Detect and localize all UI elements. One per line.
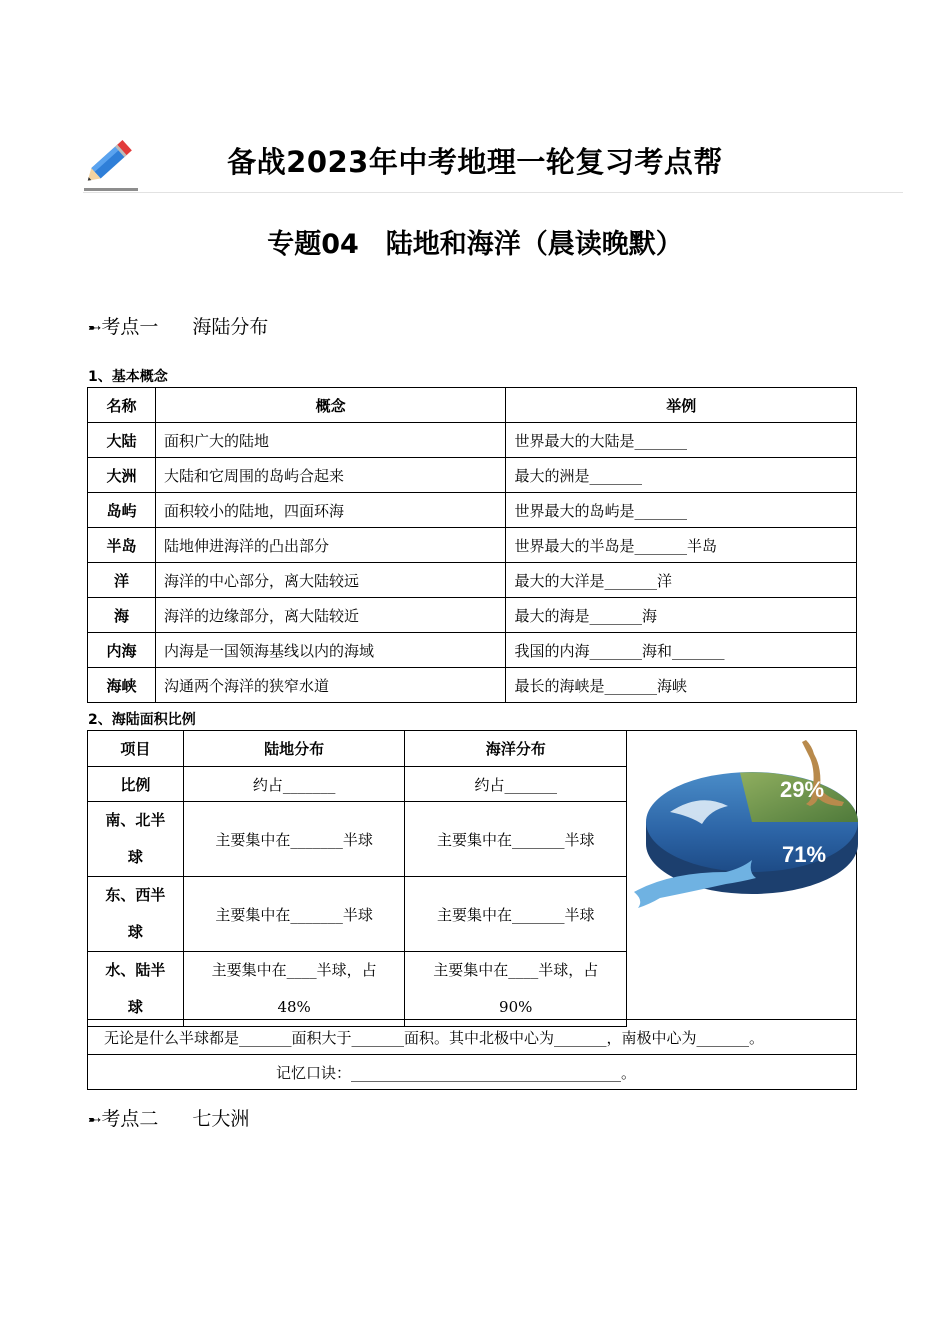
sea-cell: 主要集中在_______半球 xyxy=(405,877,627,952)
land-sea-pie-chart xyxy=(630,732,862,912)
sea-cell: 约占_______ xyxy=(405,767,627,802)
header-cell: 陆地分布 xyxy=(183,731,405,767)
table-row xyxy=(88,493,857,528)
term-cell: 半岛 xyxy=(88,528,156,563)
table-header-row xyxy=(88,388,857,423)
concept-cell: 面积较小的陆地，四面环海 xyxy=(155,493,506,528)
header-cell: 举例 xyxy=(506,388,857,423)
table-header-row xyxy=(88,731,627,767)
section-name: 海陆分布 xyxy=(192,316,269,338)
sea-cell: 主要集中在____半球，占 90% xyxy=(405,952,627,1027)
table-row xyxy=(88,633,857,668)
ratio-table-footer xyxy=(87,1019,857,1090)
concept-cell: 内海是一国领海基线以内的海域 xyxy=(155,633,506,668)
sea-cell: 主要集中在_______半球 xyxy=(405,802,627,877)
example-cell: 世界最大的岛屿是_______ xyxy=(506,493,857,528)
example-cell: 世界最大的半岛是_______半岛 xyxy=(506,528,857,563)
part-label-2: 2、海陆面积比例 xyxy=(88,712,196,728)
term-cell: 洋 xyxy=(88,563,156,598)
term-cell: 大陆 xyxy=(88,423,156,458)
table-row xyxy=(88,598,857,633)
concept-cell: 沟通两个海洋的狭窄水道 xyxy=(155,668,506,703)
item-cell: 比例 xyxy=(88,767,184,802)
table-row xyxy=(88,1020,857,1055)
page-title: 备战2023年中考地理一轮复习考点帮 xyxy=(227,145,723,179)
concept-cell: 海洋的中心部分，离大陆较远 xyxy=(155,563,506,598)
header-cell: 概念 xyxy=(155,388,506,423)
arrow-icon: ➸ xyxy=(88,1110,102,1129)
page-subtitle: 专题04 陆地和海洋（晨读晚默） xyxy=(267,229,683,260)
term-cell: 海 xyxy=(88,598,156,633)
table-row xyxy=(88,563,857,598)
term-cell: 内海 xyxy=(88,633,156,668)
sea-percent-label: 71% xyxy=(782,842,827,867)
arrow-icon: ➸ xyxy=(88,318,102,337)
table-row xyxy=(88,528,857,563)
term-cell: 海峡 xyxy=(88,668,156,703)
section-name: 七大洲 xyxy=(192,1108,250,1130)
section-label: 考点二 xyxy=(101,1108,159,1130)
land-cell: 主要集中在_______半球 xyxy=(183,877,405,952)
item-cell: 水、陆半 球 xyxy=(88,952,184,1027)
example-cell: 世界最大的大陆是_______ xyxy=(506,423,857,458)
concept-cell: 面积广大的陆地 xyxy=(155,423,506,458)
header-divider xyxy=(83,192,903,193)
table-row xyxy=(88,767,627,802)
table-row xyxy=(88,1055,857,1090)
land-cell: 约占_______ xyxy=(183,767,405,802)
table-row xyxy=(88,952,627,1027)
section-label: 考点一 xyxy=(101,316,159,338)
header-cell: 海洋分布 xyxy=(405,731,627,767)
header-cell: 名称 xyxy=(88,388,156,423)
item-cell: 南、北半 球 xyxy=(88,802,184,877)
table-row xyxy=(88,423,857,458)
table-row xyxy=(88,458,857,493)
example-cell: 我国的内海_______海和_______ xyxy=(506,633,857,668)
example-cell: 最长的海峡是_______海峡 xyxy=(506,668,857,703)
concept-cell: 大陆和它周围的岛屿合起来 xyxy=(155,458,506,493)
section-heading-2 xyxy=(88,1104,249,1131)
term-cell: 岛屿 xyxy=(88,493,156,528)
ratio-table xyxy=(87,730,627,1027)
concept-table xyxy=(87,387,857,703)
example-cell: 最大的海是_______海 xyxy=(506,598,857,633)
land-cell: 主要集中在_______半球 xyxy=(183,802,405,877)
term-cell: 大洲 xyxy=(88,458,156,493)
table-row xyxy=(88,668,857,703)
concept-cell: 陆地伸进海洋的凸出部分 xyxy=(155,528,506,563)
item-cell: 东、西半 球 xyxy=(88,877,184,952)
concept-cell: 海洋的边缘部分，离大陆较近 xyxy=(155,598,506,633)
land-percent-label: 29% xyxy=(780,777,825,802)
mnemonic-cell: 记忆口诀：____________________________________。 xyxy=(88,1055,857,1090)
land-cell: 主要集中在____半球，占 48% xyxy=(183,952,405,1027)
part-label-1: 1、基本概念 xyxy=(88,369,168,385)
header-cell: 项目 xyxy=(88,731,184,767)
summary-cell: 无论是什么半球都是_______面积大于_______面积。其中北极中心为_______，南极中心为_______。 xyxy=(88,1020,857,1055)
example-cell: 最大的大洋是_______洋 xyxy=(506,563,857,598)
table-row xyxy=(88,802,627,877)
example-cell: 最大的洲是_______ xyxy=(506,458,857,493)
section-heading-1 xyxy=(88,312,268,339)
table-row xyxy=(88,877,627,952)
